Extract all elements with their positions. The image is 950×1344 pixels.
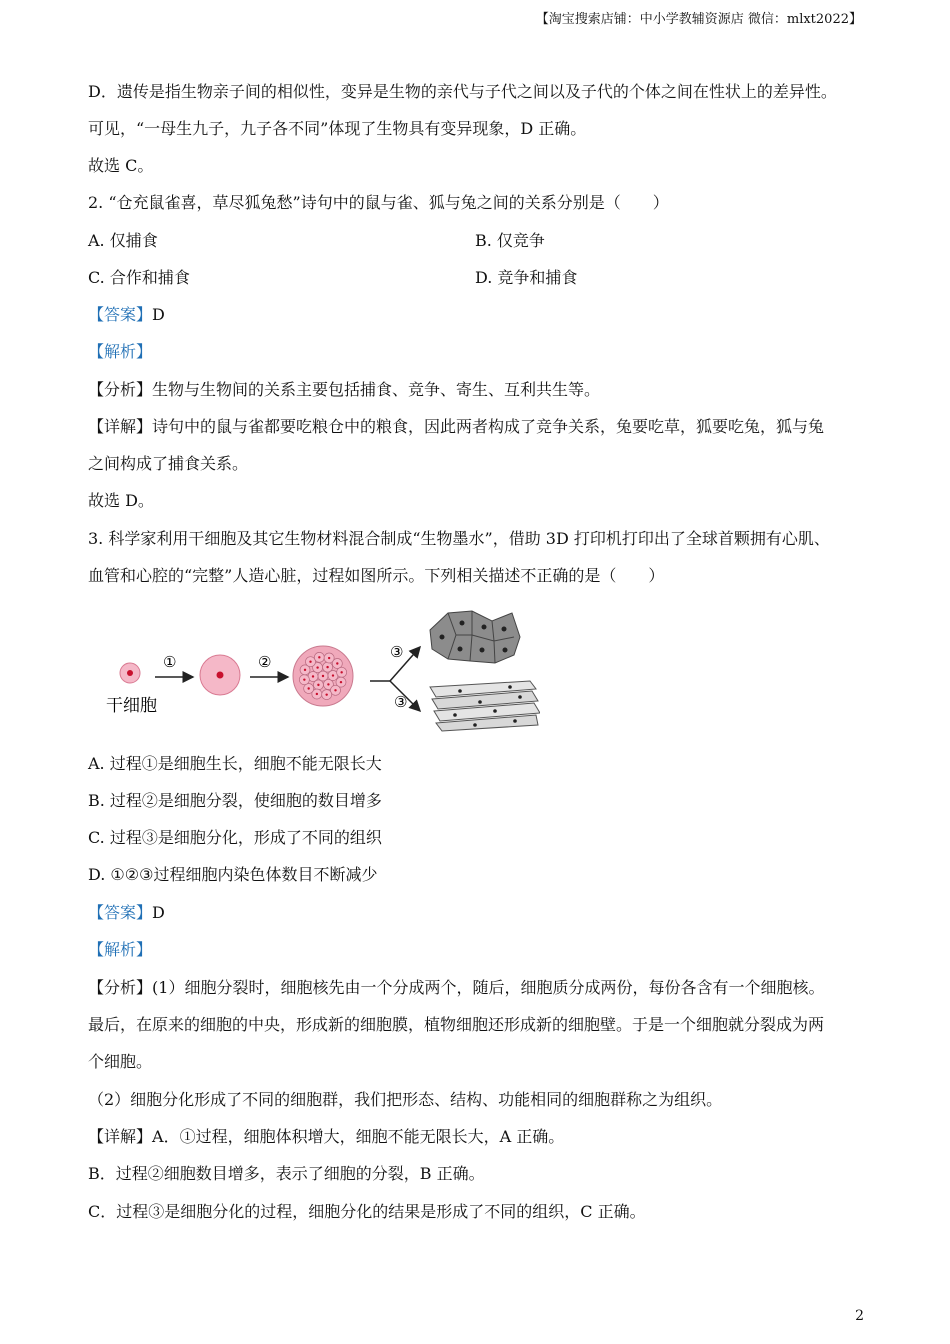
cluster-cell-nucleus (304, 669, 306, 671)
fenxi-text: (1）细胞分裂时，细胞核先由一个分成两个，随后，细胞质分成两份，每份各含有一个细胞核。 (152, 978, 825, 997)
q3-option-c: C. 过程③是细胞分化，形成了不同的组织 (88, 828, 382, 847)
q2-option-b: B. 仅竞争 (475, 231, 545, 250)
cluster-cell-nucleus (316, 666, 318, 668)
detail-text: A．①过程，细胞体积增大，细胞不能无限长大，A 正确。 (152, 1127, 565, 1146)
step-1-label: ① (163, 653, 177, 671)
cluster-cell-nucleus (307, 687, 309, 689)
stem-cell-label: 干细胞 (106, 696, 157, 716)
q3-detail-b: B．过程②细胞数目增多，表示了细胞的分裂，B 正确。 (88, 1164, 485, 1183)
q2-detail-line1 (88, 417, 824, 437)
q2-option-a: A. 仅捕食 (88, 231, 158, 250)
q2-analysis-tag: 【解析】 (88, 342, 153, 361)
q3-analysis-tag: 【解析】 (88, 940, 153, 959)
q3-option-b: B. 过程②是细胞分裂，使细胞的数目增多 (88, 791, 382, 810)
q3-fenxi-line3: 个细胞。 (88, 1052, 153, 1071)
cell-process-figure (100, 605, 540, 735)
step-2-label: ② (258, 653, 272, 671)
page-number: 2 (855, 1308, 864, 1324)
answer-value: D (152, 903, 165, 922)
step-3a-label: ③ (390, 643, 404, 661)
q3-option-d: D. ①②③过程细胞内染色体数目不断减少 (88, 865, 378, 884)
cluster-cell-nucleus (334, 689, 336, 691)
q3-fenxi-line4: （2）细胞分化形成了不同的细胞群，我们把形态、结构、功能相同的细胞群称之为组织。 (88, 1090, 723, 1109)
q2-detail-line2: 之间构成了捕食关系。 (88, 454, 249, 473)
q3-stem-line1: 3. 科学家利用干细胞及其它生物材料混合制成“生物墨水”，借助 3D 打印机打印出了全球首颗拥有心肌、 (88, 529, 830, 548)
q2-option-d: D. 竞争和捕食 (475, 268, 578, 287)
answer-tag: 【答案】 (88, 903, 153, 922)
q2-conclusion: 故选 D。 (88, 491, 154, 510)
q2-answer (88, 305, 165, 325)
q3-stem-line2: 血管和心腔的“完整”人造心脏，过程如图所示。下列相关描述不正确的是（ ） (88, 566, 665, 585)
step-3b-label: ③ (394, 693, 408, 711)
cluster-cell-nucleus (316, 693, 318, 695)
q1-option-d-explanation-line2: 可见，“一母生九子，九子各不同”体现了生物具有变异现象，D 正确。 (88, 119, 587, 138)
answer-value: D (152, 305, 165, 324)
fenxi-text: 生物与生物间的关系主要包括捕食、竞争、寄生、互利共生等。 (152, 380, 601, 399)
cluster-cell-nucleus (318, 656, 320, 658)
stem-cell-small (120, 663, 140, 683)
dividing-cell-cluster (293, 646, 353, 706)
q2-fenxi (88, 380, 600, 400)
cluster-cell-nucleus (303, 678, 305, 680)
page-header: 【淘宝搜索店铺：中小学教辅资源店 微信：mlxt2022】 (535, 12, 862, 27)
q2-stem: 2. “仓充鼠雀喜，草尽狐兔愁”诗句中的鼠与雀、狐与兔之间的关系分别是（ ） (88, 193, 669, 212)
cluster-cell-nucleus (327, 683, 329, 685)
detail-text: 诗句中的鼠与雀都要吃粮仓中的粮食，因此两者构成了竞争关系，兔要吃草，狐要吃兔，狐与兔 (152, 417, 825, 436)
tissue-elongated-cells (430, 681, 540, 731)
cluster-cell-nucleus (325, 693, 327, 695)
q2-option-c: C. 合作和捕食 (88, 268, 190, 287)
fenxi-tag: 【分析】 (88, 978, 153, 997)
tissue-polygonal-cells (430, 611, 520, 663)
cluster-cell-nucleus (332, 674, 334, 676)
q3-option-a: A. 过程①是细胞生长，细胞不能无限长大 (88, 754, 382, 773)
detail-tag: 【详解】 (88, 1127, 153, 1146)
cluster-cell-nucleus (312, 675, 314, 677)
cluster-cell-nucleus (328, 657, 330, 659)
cluster-cell-nucleus (340, 681, 342, 683)
grown-cell (200, 655, 240, 695)
cluster-cell-nucleus (336, 662, 338, 664)
detail-tag: 【详解】 (88, 417, 153, 436)
q3-answer (88, 903, 165, 923)
q1-conclusion: 故选 C。 (88, 156, 154, 175)
q3-fenxi-line2: 最后，在原来的细胞的中央，形成新的细胞膜，植物细胞还形成新的细胞壁。于是一个细胞就分裂成为两 (88, 1015, 825, 1034)
cluster-cell-nucleus (317, 684, 319, 686)
cluster-cell-nucleus (322, 675, 324, 677)
q3-fenxi-line1 (88, 978, 824, 998)
cluster-cell-nucleus (309, 660, 311, 662)
fenxi-tag: 【分析】 (88, 380, 153, 399)
answer-tag: 【答案】 (88, 305, 153, 324)
q3-detail-c: C．过程③是细胞分化的过程，细胞分化的结果是形成了不同的组织，C 正确。 (88, 1202, 646, 1221)
q3-detail-a (88, 1127, 564, 1147)
cluster-cell-nucleus (340, 671, 342, 673)
cluster-cell-nucleus (326, 666, 328, 668)
q1-option-d-explanation-line1: D．遗传是指生物亲子间的相似性，变异是生物的亲代与子代之间以及子代的个体之间在性状上的差异性。 (88, 82, 837, 101)
